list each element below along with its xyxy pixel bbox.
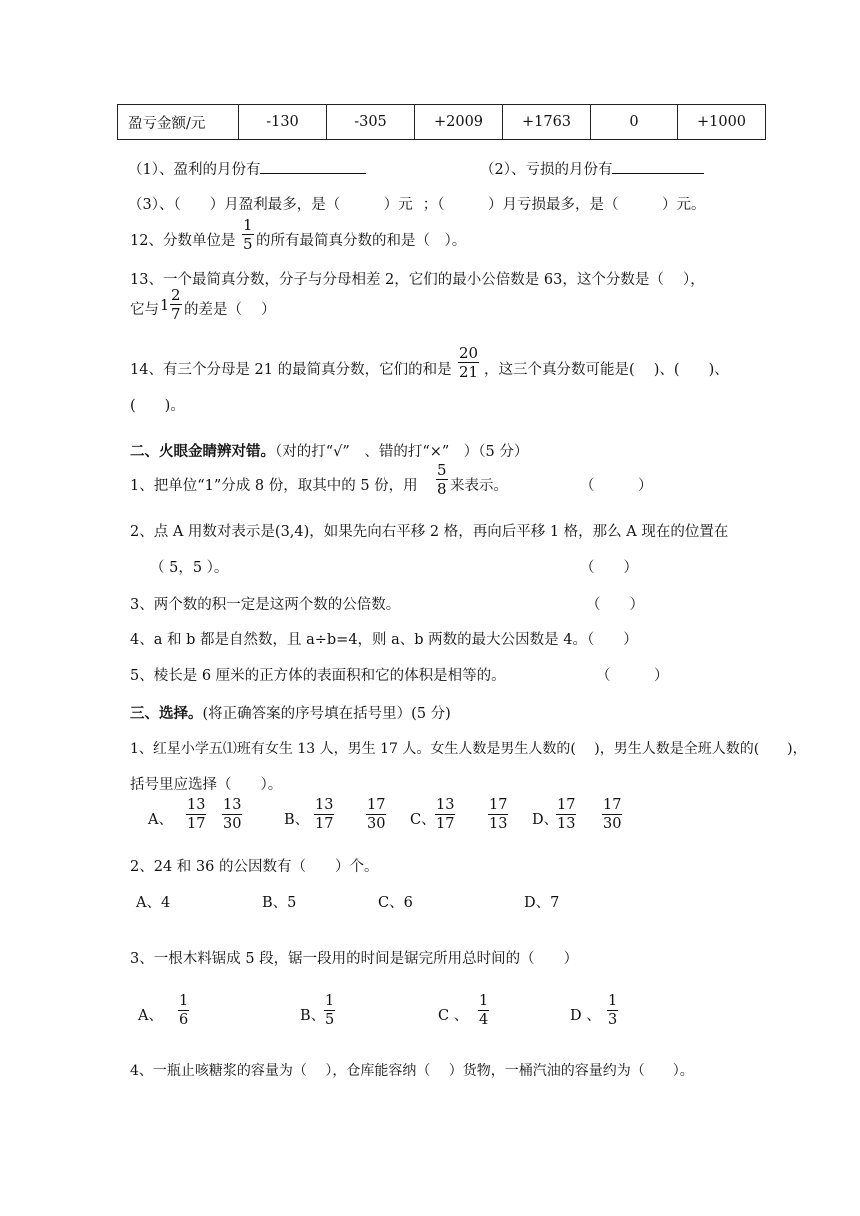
s2-question-2-line1: 2、点 A 用数对表示是(3,4)，如果先向右平移 2 格，再向后平移 1 格，那么 A 现在的位置在 — [130, 524, 729, 540]
option-c-fraction-1: $\frac{13}{17}$ — [436, 797, 455, 832]
option-a-fraction: $\frac{1}{6}$ — [179, 993, 189, 1028]
option-a-fraction-2: $\frac{13}{30}$ — [223, 797, 242, 832]
mixed-number-whole: 1 — [160, 298, 170, 314]
option-d-label: D、 — [532, 812, 559, 828]
table-header-cell: 盈亏金额/元 — [118, 105, 239, 140]
section-3-heading: 三、选择。(将正确答案的序号填在括号里）(5 分) — [130, 705, 451, 722]
question-12-prefix: 12、分数单位是 — [130, 233, 236, 249]
option-a-label: A、 — [138, 1008, 163, 1024]
option-d-label: D 、 — [570, 1008, 601, 1024]
s3-question-3: 3、一根木料锯成 5 段，锯一段用的时间是锯完所用总时间的（ ） — [130, 951, 579, 967]
section-2-heading: 二、火眼金睛辨对错。（对的打“√” 、错的打“×” ）（5 分） — [130, 443, 529, 460]
table-cell: +1763 — [503, 105, 591, 140]
option-b-fraction: $\frac{1}{5}$ — [325, 993, 335, 1028]
answer-paren[interactable]: （ ） — [596, 668, 669, 684]
option-d-fraction-1: $\frac{17}{13}$ — [557, 797, 576, 832]
question-13-line2-prefix: 它与 — [130, 302, 159, 318]
table-row — [118, 105, 766, 140]
option-c-label: C、 — [410, 812, 436, 828]
table-cell: -305 — [327, 105, 415, 140]
answer-blank[interactable] — [260, 161, 366, 174]
s2-question-4: 4、a 和 b 都是自然数，且 a÷b=4，则 a、b 两数的最大公因数是 4。（ ） — [130, 632, 638, 648]
option-d-fraction-2: $\frac{17}{30}$ — [603, 797, 622, 832]
s2-question-1-suffix: 来表示。 — [450, 478, 508, 494]
answer-paren[interactable]: （ ） — [580, 560, 638, 576]
question-13-line1: 13、一个最简真分数，分子与分母相差 2，它们的最小公倍数是 63，这个分数是（ ）， — [130, 272, 705, 288]
table-cell: -130 — [239, 105, 327, 140]
question-12-suffix: 的所有最简真分数的和是（ ）。 — [256, 233, 467, 249]
question-14-prefix: 14、有三个分母是 21 的最简真分数，它们的和是 — [130, 362, 452, 378]
option-b-fraction-2: $\frac{17}{30}$ — [367, 797, 386, 832]
s3-question-1-line1: 1、红星小学五⑴班有女生 13 人，男生 17 人。女生人数是男生人数的( )，男生人数是全班人数的( )， — [130, 741, 807, 757]
answer-paren[interactable]: （ ） — [580, 478, 653, 494]
s2-question-1-prefix: 1、把单位“1”分成 8 份，取其中的 5 份，用 — [130, 478, 418, 494]
answer-paren[interactable]: （ ） — [586, 597, 644, 613]
option-b[interactable]: B、5 — [262, 895, 297, 911]
profit-loss-table — [117, 104, 766, 140]
s3-question-1-line2: 括号里应选择（ ）。 — [130, 777, 283, 793]
fraction-twenty-twentyfirsts: $\frac{20}{21}$ — [459, 344, 479, 381]
option-c-fraction-2: $\frac{17}{13}$ — [489, 797, 508, 832]
answer-blank[interactable] — [612, 161, 704, 174]
option-a-label: A、 — [148, 812, 173, 828]
question-13-line2-suffix: 的差是（ ） — [184, 302, 276, 318]
option-b-label: B、 — [300, 1008, 326, 1024]
mixed-number-fraction: $\frac{2}{7}$ — [171, 286, 181, 323]
question-14-line2: ( )。 — [130, 398, 185, 414]
q11-sub1: （1）、盈利的月份有 — [128, 158, 366, 179]
fraction-five-eighths: $\frac{5}{8}$ — [437, 461, 447, 498]
question-14-suffix: ，这三个真分数可能是( )、( )、 — [484, 362, 729, 378]
option-c-fraction: $\frac{1}{4}$ — [479, 993, 489, 1028]
table-cell: +2009 — [415, 105, 503, 140]
table-cell: 0 — [591, 105, 678, 140]
q11-sub3: （3）、（ ）月盈利最多，是（ ）元 ；（ ）月亏损最多，是（ ）元。 — [128, 197, 706, 213]
s3-question-4: 4、一瓶止咳糖浆的容量为（ ），仓库能容纳（ ）货物，一桶汽油的容量约为（ ）。 — [130, 1063, 694, 1079]
s2-question-5: 5、棱长是 6 厘米的正方体的表面积和它的体积是相等的。 — [130, 668, 506, 684]
option-c-label: C 、 — [438, 1008, 469, 1024]
s2-question-2-line2: （ 5，5 ）。 — [150, 560, 229, 576]
q11-sub2: （2）、亏损的月份有 — [480, 158, 704, 179]
option-d[interactable]: D、7 — [524, 895, 560, 911]
fraction-one-fifth: $\frac{1}{5}$ — [243, 216, 253, 253]
option-b-label: B、 — [284, 812, 310, 828]
s2-question-3: 3、两个数的积一定是这两个数的公倍数。 — [130, 597, 401, 613]
s3-question-2: 2、24 和 36 的公因数有（ ）个。 — [130, 859, 379, 875]
option-d-fraction: $\frac{1}{3}$ — [608, 993, 618, 1028]
option-a-fraction-1: $\frac{13}{17}$ — [187, 797, 206, 832]
table-cell: +1000 — [678, 105, 766, 140]
option-a[interactable]: A、4 — [136, 895, 171, 911]
option-b-fraction-1: $\frac{13}{17}$ — [315, 797, 334, 832]
option-c[interactable]: C、6 — [378, 895, 413, 911]
